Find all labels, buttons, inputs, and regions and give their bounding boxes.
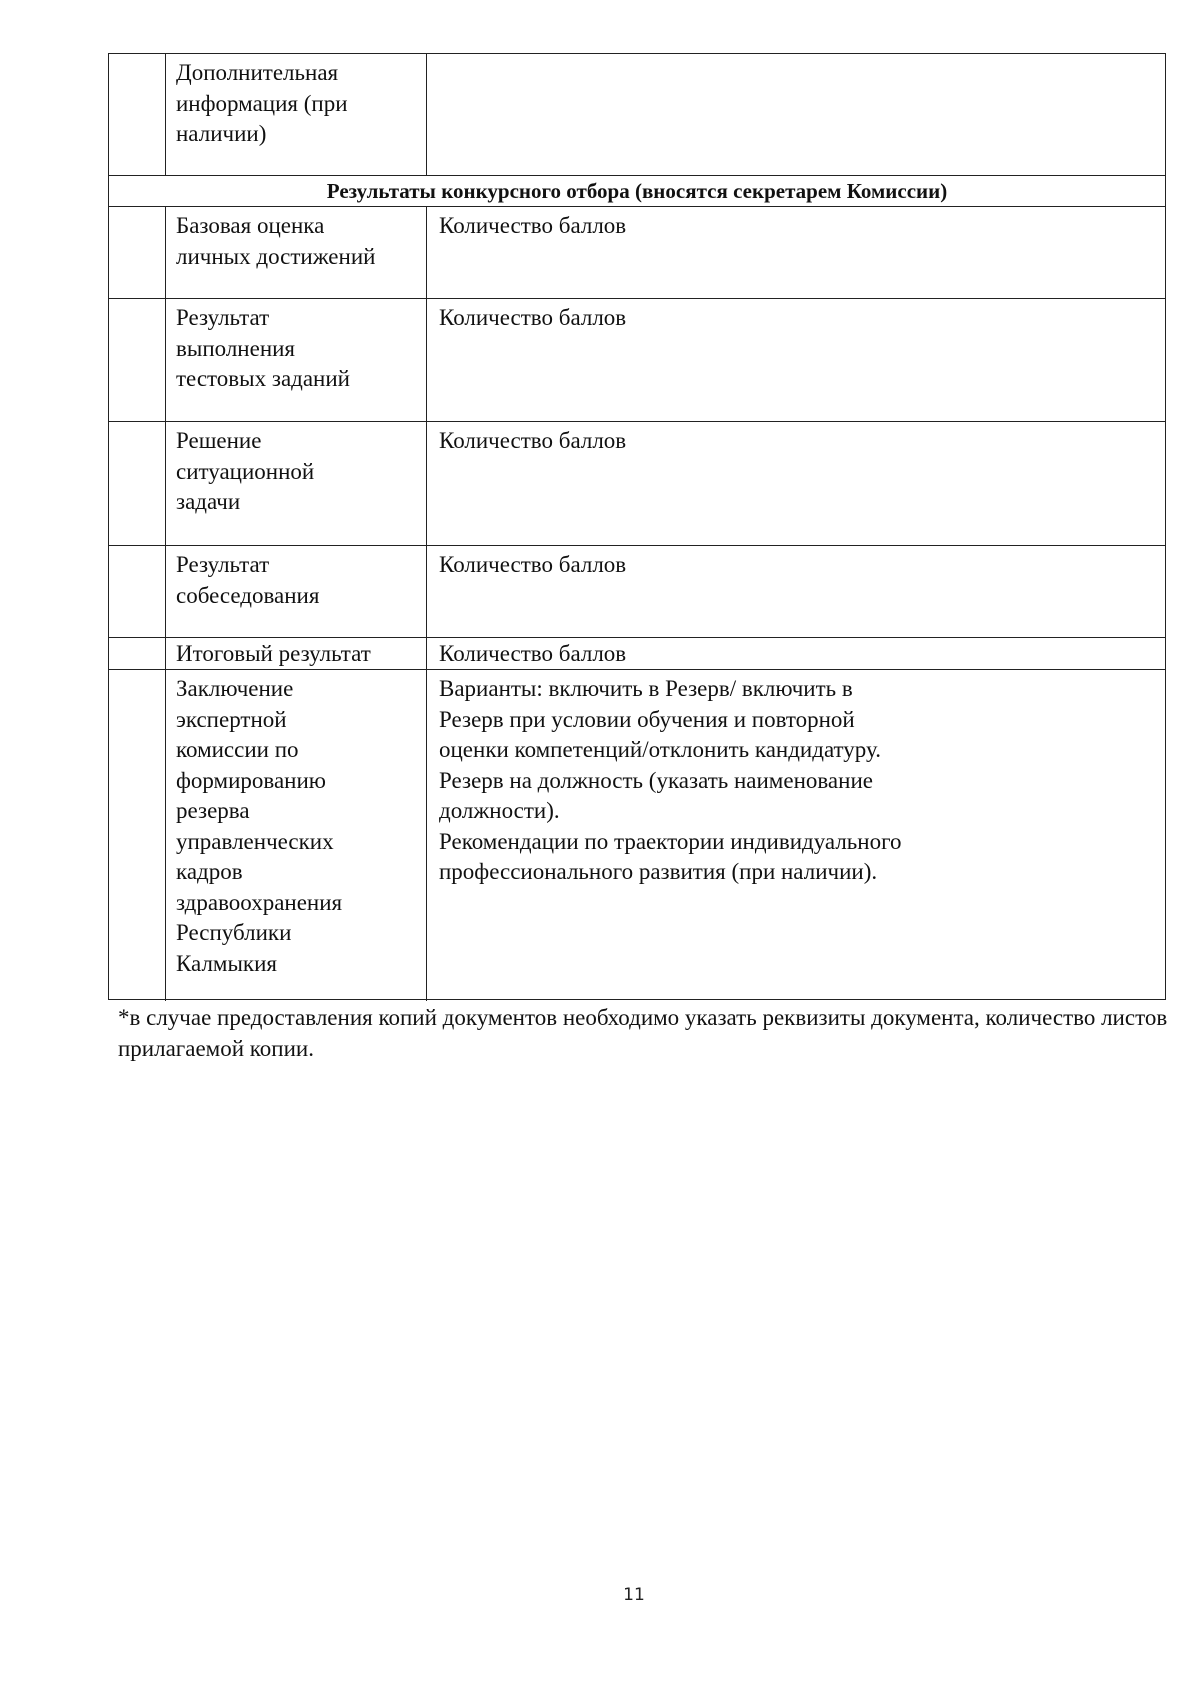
table-row-additional-info: [109, 54, 1165, 176]
table-row-case-solution: [109, 422, 1165, 546]
row-value-cell[interactable]: [427, 422, 1165, 545]
row-label: Заключение экспертной комиссии по формированию резерва управленческих кадров здравоохранения Республики Калмыкия: [176, 676, 343, 976]
row-value: Количество баллов: [439, 428, 627, 453]
row-number-cell: [109, 638, 166, 669]
section-title: Результаты конкурсного отбора (вносятся секретарем Комиссии): [326, 179, 948, 203]
form-table: [108, 53, 1166, 1000]
row-label-cell: [166, 422, 427, 545]
row-number-cell: [109, 54, 166, 175]
row-label-cell: [166, 670, 427, 1001]
row-label: Дополнительная информация (при наличии): [176, 60, 348, 146]
table-row-test-result: [109, 299, 1165, 422]
row-number-cell: [109, 670, 166, 1001]
table-section-header-row: [109, 176, 1165, 207]
row-label-cell: [166, 207, 427, 298]
row-label: Решение ситуационной задачи: [176, 428, 315, 514]
row-value-cell[interactable]: [427, 54, 1165, 175]
row-value: Количество баллов: [439, 641, 627, 666]
footnote: *в случае предоставления копий документов необходимо указать реквизиты документа, количество листов прилагаемой копии.: [118, 1005, 1168, 1061]
row-label: Базовая оценка личных достижений: [176, 213, 376, 269]
row-label: Результат собеседования: [176, 552, 320, 608]
table-row-final-result: [109, 638, 1165, 670]
table-row-interview-result: [109, 546, 1165, 638]
row-value: Количество баллов: [439, 305, 627, 330]
row-value-cell[interactable]: [427, 299, 1165, 421]
row-value: Количество баллов: [439, 213, 627, 238]
row-label-cell: [166, 638, 427, 669]
row-number-cell: [109, 299, 166, 421]
row-number-cell: [109, 422, 166, 545]
table-row-base-score: [109, 207, 1165, 299]
row-value: Варианты: включить в Резерв/ включить в Резерв при условии обучения и повторной оценки компетенций/отклонить кандидатуру. Резерв на должность (указать наименование должности). Рекомендации по траектории индивидуального профессионального развития (при наличии).: [439, 676, 902, 884]
row-number-cell: [109, 207, 166, 298]
row-value-cell[interactable]: [427, 670, 1165, 1001]
row-label-cell: [166, 546, 427, 637]
row-label-cell: [166, 299, 427, 421]
table-row-commission-conclusion: [109, 670, 1165, 1001]
row-label: Результат выполнения тестовых заданий: [176, 305, 350, 391]
row-label-cell: [166, 54, 427, 175]
row-value-cell[interactable]: [427, 207, 1165, 298]
row-value-cell[interactable]: [427, 638, 1165, 669]
row-number-cell: [109, 546, 166, 637]
page-number: 11: [623, 1585, 645, 1605]
row-label: Итоговый результат: [176, 641, 371, 666]
row-value: Количество баллов: [439, 552, 627, 577]
row-value-cell[interactable]: [427, 546, 1165, 637]
